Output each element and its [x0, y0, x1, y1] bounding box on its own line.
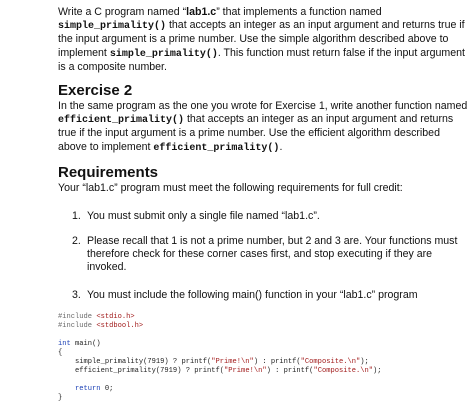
- code-main-signature: main(): [70, 340, 101, 348]
- requirements-heading: Requirements: [58, 164, 159, 181]
- exercise-2-function-name-2: efficient_primality(): [153, 142, 280, 154]
- intro-text-4: . This function must return false if the input argument is a composite number.: [58, 46, 465, 73]
- list-item-number: 1.: [72, 210, 81, 222]
- code-close-brace: }: [58, 394, 63, 402]
- exercise-2-text-1: In the same program as the one you wrote for Exercise 1, write another function named: [58, 100, 468, 112]
- list-item-number: 2.: [72, 235, 81, 247]
- list-item-text: You must include the following main() function in your “lab1.c” program: [87, 289, 418, 301]
- code-return-keyword: return: [58, 385, 101, 393]
- code-string: "Composite.\n": [313, 367, 374, 375]
- list-item-text: Please recall that 1 is not a prime number, but 2 and 3 are. Your functions must therefore check for these corner cases first, and stop executing if they are invoked.: [87, 235, 458, 274]
- list-item-text: You must submit only a single file named “lab1.c”.: [87, 210, 320, 222]
- code-string: "Prime!\n": [224, 367, 267, 375]
- code-open-brace: {: [58, 349, 63, 357]
- code-return-value: 0;: [100, 385, 114, 393]
- code-include-keyword: #include: [58, 322, 97, 330]
- list-item: [72, 289, 464, 302]
- code-line-part: ) : printf(: [253, 358, 301, 366]
- code-include-header: <stdio.h>: [96, 313, 135, 321]
- list-item: [72, 210, 464, 223]
- code-string: "Prime!\n": [211, 358, 254, 366]
- code-include-header: <stdbool.h>: [96, 322, 144, 330]
- list-item: [72, 235, 464, 275]
- intro-function-name: simple_primality(): [58, 21, 167, 33]
- exercise-2-text-2: that accepts an integer as an input argument and returns true if the input argument is a prime number. Use the efficient algorithm described above to implement: [58, 113, 454, 153]
- code-keyword: int: [58, 340, 71, 348]
- code-line-part: ) : printf(: [266, 367, 314, 375]
- intro-text-1: Write a C program named “: [58, 6, 187, 18]
- intro-text-2: ” that implements a function named: [216, 6, 382, 18]
- code-line-efficient: efficient_primality(7919) ? printf(: [58, 367, 225, 375]
- exercise-2-heading: Exercise 2: [58, 82, 133, 99]
- intro-filename: lab1.c: [186, 6, 217, 18]
- code-line-part: );: [360, 358, 369, 366]
- intro-text-3: that accepts an integer as an input argument and returns true if the input argument is a prime number. Use the simple algorithm described above to implement: [58, 19, 465, 59]
- code-line-simple: simple_primality(7919) ? printf(: [58, 358, 212, 366]
- code-line-part: );: [373, 367, 382, 375]
- intro-paragraph: [58, 6, 468, 74]
- exercise-2-text-3: .: [279, 140, 283, 153]
- code-block: [58, 313, 382, 403]
- requirements-intro: Your “lab1.c” program must meet the following requirements for full credit:: [58, 182, 403, 194]
- code-include-keyword: #include: [58, 313, 97, 321]
- exercise-2-function-name: efficient_primality(): [58, 115, 185, 127]
- exercise-2-paragraph: [58, 100, 468, 155]
- list-item-number: 3.: [72, 289, 81, 301]
- intro-function-name-2: simple_primality(): [109, 48, 218, 60]
- code-string: "Composite.\n": [300, 358, 361, 366]
